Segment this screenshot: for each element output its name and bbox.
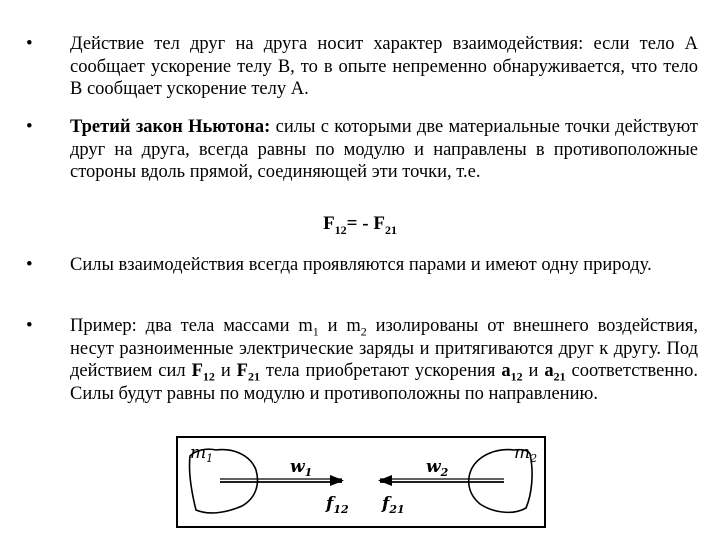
bullet-marker: • bbox=[26, 254, 33, 275]
bullet-marker: • bbox=[26, 116, 33, 137]
w2-label: $w_2$ bbox=[426, 457, 449, 479]
bullet-marker: • bbox=[26, 315, 33, 336]
m2-label: $m_2$ bbox=[514, 443, 538, 465]
bullet-text bbox=[70, 116, 698, 184]
m1-label: $m_1$ bbox=[190, 443, 214, 465]
f21-label: $f_{21}$ bbox=[382, 494, 405, 516]
bullet-text: Силы взаимодействия всегда проявляются парами и имеют одну природу. bbox=[70, 255, 652, 275]
two-bodies-diagram bbox=[176, 436, 546, 528]
formula-third-law: $F_{12}= - F_{21}$ bbox=[323, 213, 397, 237]
arrow-right-head bbox=[330, 475, 344, 486]
w1-label: $w_1$ bbox=[290, 457, 313, 479]
bullet-text: Действие тел друг на друга носит характер взаимодействия: если тело А сообщает ускорение телу В, то в опыте непременно обнаруживается, что тело В сообщает ускорение телу А. bbox=[70, 34, 698, 99]
arrow-left-head bbox=[378, 475, 392, 486]
third-law-title: Третий закон Ньютона: bbox=[70, 117, 271, 137]
f12-label: $f_{12}$ bbox=[326, 494, 349, 516]
third-law-text: силы с которыми две материальные точки действуют друг на друга, всегда равны по модулю и направлены в противоположные стороны вдоль прямой, соединяющей эти точки, т.е. bbox=[70, 117, 699, 182]
diagram-svg bbox=[176, 436, 546, 528]
bullet-marker: • bbox=[26, 33, 33, 54]
bullet-text: Пример: два тела массами $m_1$ и $m_2$ изолированы от внешнего воздействия, несут разноименные электрические заряды и притягиваются друг к другу. Под действием сил $F_{12}$ и $F_{21}$ тела приобретают ускорения $a_{12}$ и $a_{21}$ соответственно. Силы будут равны по модулю и противоположны по направлению. bbox=[70, 316, 699, 404]
